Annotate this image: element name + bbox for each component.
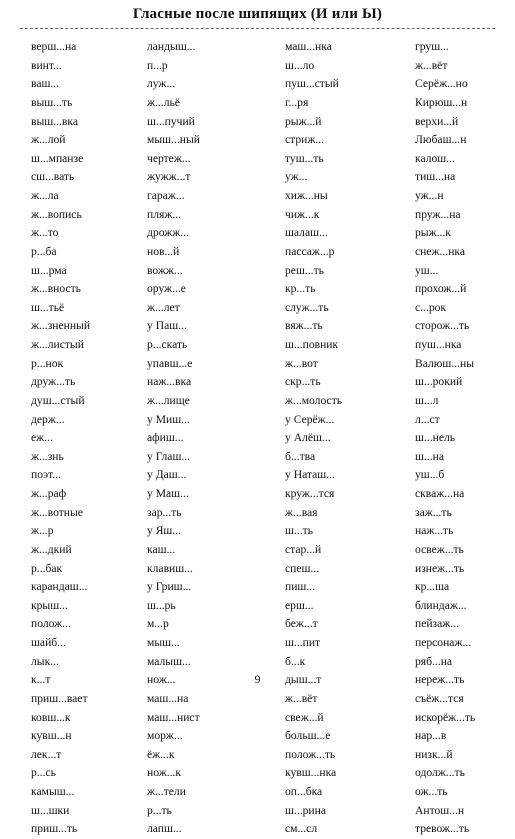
word-item: скр...ть bbox=[285, 375, 321, 389]
word-item: ландыш... bbox=[147, 40, 196, 53]
word-item: ж...вность bbox=[31, 282, 81, 296]
word-item: малыш... bbox=[147, 654, 191, 668]
word-column-1 bbox=[31, 38, 90, 839]
word-item: нож...к bbox=[147, 766, 182, 780]
word-item: Серёж...но bbox=[415, 77, 468, 91]
word-item: ж...вот bbox=[285, 356, 318, 370]
word-item: ш...шки bbox=[31, 803, 70, 817]
word-item: у Маш... bbox=[147, 487, 189, 500]
word-item: р...ть bbox=[147, 803, 172, 817]
word-item: изнеж...ть bbox=[415, 561, 465, 575]
word-item: п...р bbox=[147, 58, 168, 72]
word-item: ш...тьё bbox=[31, 300, 65, 314]
word-item: пуш...нка bbox=[415, 338, 462, 351]
word-item: уш... bbox=[415, 263, 439, 277]
word-item: лык... bbox=[31, 654, 59, 668]
word-item: ж...то bbox=[31, 226, 59, 240]
word-item: у Глаш... bbox=[147, 449, 191, 463]
word-item: заж...ть bbox=[415, 505, 452, 519]
word-item: ш...рь bbox=[147, 598, 176, 612]
word-item: у Алёш... bbox=[285, 431, 331, 445]
word-item: ж...молость bbox=[285, 393, 343, 407]
word-item: каш... bbox=[147, 542, 176, 556]
word-item: ш...л bbox=[415, 393, 439, 407]
word-item: оруж...е bbox=[147, 282, 186, 296]
word-item: лапш... bbox=[147, 822, 182, 836]
word-item: ж...льё bbox=[147, 95, 180, 109]
word-item: дыш...т bbox=[285, 673, 322, 687]
word-item: еж... bbox=[31, 431, 53, 445]
word-item: ж...лой bbox=[31, 133, 66, 147]
word-item: б...тва bbox=[285, 449, 316, 463]
word-item: нов...й bbox=[147, 244, 180, 258]
word-item: у Наташ... bbox=[285, 468, 335, 482]
word-item: лек...т bbox=[31, 747, 62, 761]
word-item: ш...пит bbox=[285, 636, 321, 649]
word-item: реш...ть bbox=[285, 263, 324, 277]
word-item: нар...в bbox=[415, 729, 447, 743]
page-title: Гласные после шипящих (И или Ы) bbox=[132, 6, 383, 22]
word-item: туш...ть bbox=[285, 151, 324, 165]
word-item: у Паш... bbox=[147, 319, 187, 333]
word-item: скваж...на bbox=[415, 487, 465, 500]
word-item: ш...мпанзе bbox=[31, 151, 84, 165]
word-item: ж...вёт bbox=[285, 691, 318, 705]
word-item: кр...ть bbox=[285, 282, 316, 296]
word-column-4 bbox=[415, 38, 475, 839]
word-item: б...к bbox=[285, 654, 306, 668]
word-item: шалаш... bbox=[285, 226, 328, 240]
word-item: р...скать bbox=[147, 338, 188, 351]
word-item: блиндаж... bbox=[415, 598, 467, 612]
word-item: мыш...ный bbox=[147, 133, 200, 147]
word-item: поэт... bbox=[31, 468, 62, 482]
word-item: груш... bbox=[415, 40, 449, 53]
word-item: ш...нель bbox=[415, 431, 456, 445]
word-item: р...нок bbox=[31, 356, 64, 370]
word-item: маш...нка bbox=[285, 40, 332, 53]
word-item: персонаж... bbox=[415, 636, 472, 649]
word-item: ряб...на bbox=[415, 654, 453, 668]
word-item: сш...вать bbox=[31, 170, 75, 184]
word-item: у Серёж... bbox=[285, 412, 335, 426]
word-item: шайб... bbox=[31, 636, 66, 649]
word-item: пейзаж... bbox=[415, 617, 459, 631]
word-item: наж...вка bbox=[147, 375, 192, 389]
word-item: прохож...й bbox=[415, 282, 467, 296]
word-item: служ...ть bbox=[285, 300, 329, 314]
word-item: наж...ть bbox=[415, 524, 454, 538]
word-item: низк...й bbox=[415, 747, 453, 761]
word-item: пассаж...р bbox=[285, 244, 335, 258]
word-item: у Даш... bbox=[147, 468, 187, 482]
word-item: крыш... bbox=[31, 598, 68, 612]
word-item: ш...ть bbox=[285, 524, 313, 538]
word-item: хиж...ны bbox=[285, 189, 328, 202]
word-item: спеш... bbox=[285, 561, 320, 575]
word-item: тиш...на bbox=[415, 170, 456, 184]
word-item: пруж...на bbox=[415, 207, 461, 221]
word-item: ж...вёт bbox=[415, 58, 448, 72]
word-item: нож... bbox=[147, 673, 176, 687]
word-item: уш...б bbox=[415, 468, 445, 482]
word-item: ш...повник bbox=[285, 338, 339, 351]
word-item: стар...й bbox=[285, 542, 322, 556]
word-item: калош... bbox=[415, 151, 455, 165]
word-item: ш...пучий bbox=[147, 114, 195, 128]
word-item: Валюш...ны bbox=[415, 356, 475, 370]
word-item: чертеж... bbox=[147, 151, 191, 165]
word-item: ж...лище bbox=[147, 393, 190, 407]
word-item: вожж... bbox=[147, 263, 183, 277]
word-item: ж...листый bbox=[31, 338, 84, 351]
word-item: ж...зненный bbox=[31, 319, 91, 333]
word-item: освеж...ть bbox=[415, 542, 464, 556]
word-item: больш...е bbox=[285, 729, 331, 743]
word-item: афиш... bbox=[147, 431, 184, 445]
word-item: свеж...й bbox=[285, 710, 324, 724]
word-item: съёж...тся bbox=[415, 691, 464, 705]
word-item: верш...на bbox=[31, 40, 77, 53]
word-item: г...ря bbox=[285, 95, 309, 109]
word-item: р...сь bbox=[31, 766, 56, 780]
word-item: пиш... bbox=[285, 580, 316, 594]
word-item: р...бак bbox=[31, 561, 63, 575]
word-item: ж...знь bbox=[31, 449, 64, 463]
word-item: уж...н bbox=[415, 189, 444, 202]
word-item: ож...ть bbox=[415, 785, 448, 798]
word-item: к...т bbox=[31, 673, 51, 687]
word-item: ёж...к bbox=[147, 747, 175, 761]
word-item: пуш...стый bbox=[285, 77, 339, 91]
word-item: кр...ша bbox=[415, 580, 450, 594]
word-item: ж...дкий bbox=[31, 542, 72, 556]
word-item: кувш...нка bbox=[285, 766, 337, 780]
word-item: ш...на bbox=[415, 449, 444, 463]
word-item: вяж...ть bbox=[285, 319, 323, 333]
word-item: упавш...е bbox=[147, 356, 193, 370]
word-item: у Миш... bbox=[147, 412, 190, 426]
word-item: тревож...ть bbox=[415, 822, 470, 836]
word-item: ж...лет bbox=[147, 300, 180, 314]
word-item: круж...тся bbox=[285, 487, 335, 500]
word-item: Антош...н bbox=[415, 803, 465, 817]
word-item: одолж...ть bbox=[415, 766, 465, 780]
word-item: оп...бка bbox=[285, 785, 323, 798]
word-item: выш...вка bbox=[31, 114, 78, 128]
word-item: ж...тели bbox=[147, 785, 186, 798]
word-item: клавиш... bbox=[147, 561, 193, 575]
word-item: ковш...к bbox=[31, 710, 71, 724]
word-item: уж... bbox=[285, 170, 308, 184]
word-item: Любаш...н bbox=[415, 133, 467, 147]
word-item: у Яш... bbox=[147, 524, 182, 538]
word-item: ж...вопись bbox=[31, 207, 82, 221]
word-column-3 bbox=[285, 38, 342, 839]
word-item: душ...стый bbox=[31, 393, 85, 407]
word-item: л...ст bbox=[415, 412, 440, 426]
word-item: снеж...нка bbox=[415, 244, 466, 258]
word-item: стриж... bbox=[285, 133, 325, 147]
word-item: приш...вает bbox=[31, 691, 88, 705]
word-column-2 bbox=[147, 38, 200, 839]
word-item: ваш... bbox=[31, 77, 60, 91]
word-item: ш...рма bbox=[31, 263, 67, 277]
word-item: рыж...й bbox=[285, 114, 322, 128]
word-item: друж...ть bbox=[31, 375, 76, 389]
word-item: полож...ть bbox=[285, 747, 336, 761]
word-item: ш...рина bbox=[285, 803, 326, 817]
word-item: приш...ть bbox=[31, 822, 78, 836]
word-item: Кирюш...н bbox=[415, 95, 468, 109]
word-item: ж...ла bbox=[31, 189, 59, 202]
word-item: беж...т bbox=[285, 617, 318, 631]
word-item: кувш...н bbox=[31, 729, 72, 743]
word-item: чиж...к bbox=[285, 207, 320, 221]
word-item: м...р bbox=[147, 617, 169, 631]
word-item: ш...рокий bbox=[415, 375, 463, 389]
word-item: пляж... bbox=[147, 207, 182, 221]
word-item: сторож...ть bbox=[415, 319, 470, 333]
word-item: полож... bbox=[31, 617, 71, 631]
word-item: луж... bbox=[147, 77, 176, 91]
word-item: зар...ть bbox=[147, 505, 182, 519]
word-item: рыж...к bbox=[415, 226, 451, 240]
word-item: нереж...ть bbox=[415, 673, 465, 687]
word-item: верхи...й bbox=[415, 114, 459, 128]
word-item: у Гриш... bbox=[147, 580, 192, 594]
title-divider bbox=[20, 28, 495, 29]
word-item: жужж...т bbox=[147, 170, 191, 184]
word-item: р...ба bbox=[31, 244, 57, 258]
word-item: ж...вотные bbox=[31, 505, 83, 519]
word-item: см...сл bbox=[285, 822, 318, 836]
word-item: дрожж... bbox=[147, 226, 189, 240]
word-item: карандаш... bbox=[31, 580, 88, 594]
word-item: гараж... bbox=[147, 189, 185, 202]
word-item: искорёж...ть bbox=[415, 710, 476, 724]
word-item: маш...нист bbox=[147, 710, 200, 724]
word-item: винт... bbox=[31, 58, 62, 72]
word-item: ж...р bbox=[31, 524, 54, 538]
word-item: ж...вая bbox=[285, 505, 318, 519]
word-item: выш...ть bbox=[31, 95, 73, 109]
page-number: 9 bbox=[254, 672, 261, 686]
word-item: держ... bbox=[31, 412, 65, 426]
word-item: ерш... bbox=[285, 598, 314, 612]
word-item: с...рок bbox=[415, 300, 447, 314]
word-item: ж...раф bbox=[31, 487, 67, 500]
word-item: морж... bbox=[147, 729, 183, 743]
word-item: мыш... bbox=[147, 636, 180, 649]
word-item: ш...ло bbox=[285, 58, 315, 72]
word-item: камыш... bbox=[31, 785, 75, 798]
word-item: маш...на bbox=[147, 691, 189, 705]
